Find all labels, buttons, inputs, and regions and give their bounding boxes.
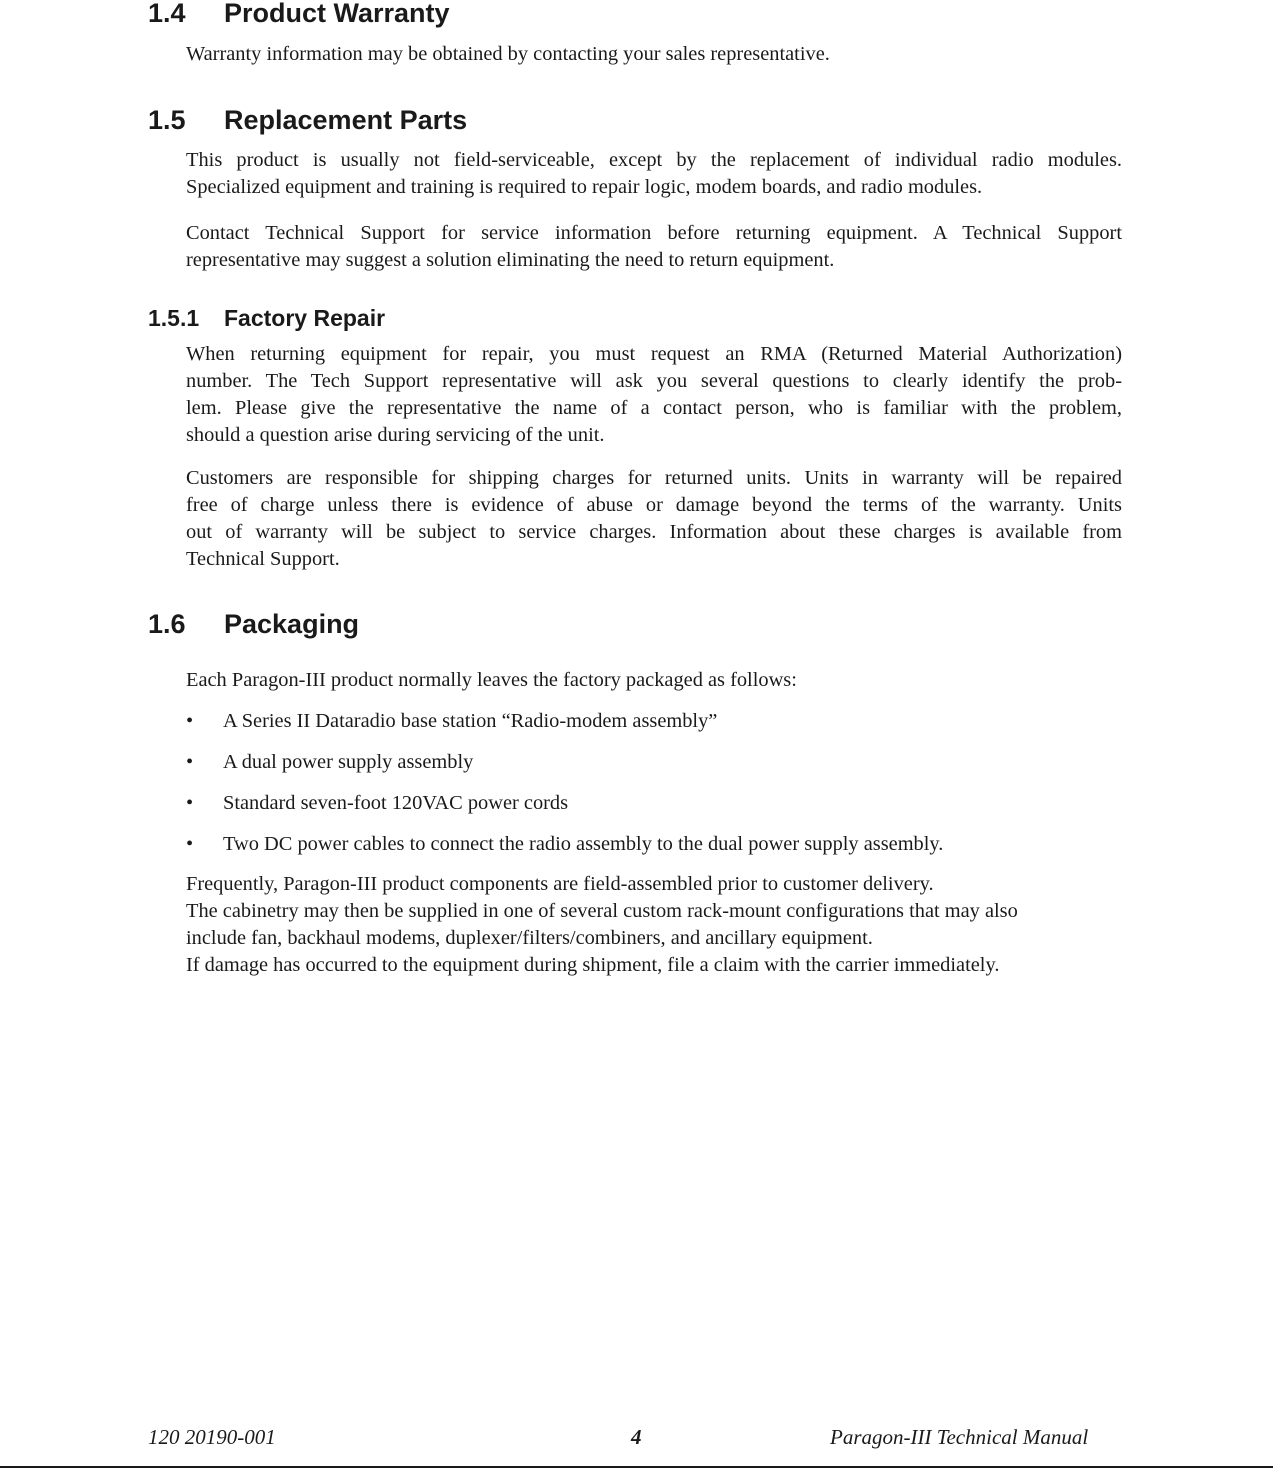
section-number: 1.4 <box>148 0 186 28</box>
subsection-heading-factory-repair <box>148 304 385 332</box>
factory-repair-paragraph-2 <box>186 465 1122 573</box>
list-item-text: Standard seven-foot 120VAC power cords <box>223 792 569 814</box>
replacement-paragraph-2 <box>186 220 1122 274</box>
bullet-icon: • <box>186 792 194 814</box>
factory-repair-paragraph-1 <box>186 341 1122 449</box>
footer-rule <box>0 1466 1273 1468</box>
text-line: out of warranty will be subject to service charges. Information about these charges is available from <box>186 521 1122 543</box>
warranty-paragraph: Warranty information may be obtained by contacting your sales representative. <box>186 43 830 65</box>
bullet-icon: • <box>186 710 194 732</box>
footer-manual-title: Paragon-III Technical Manual <box>830 1425 1089 1449</box>
text-line: The cabinetry may then be supplied in one of several custom rack-mount configurations that may also <box>186 900 1018 922</box>
text-line: number. The Tech Support representative will ask you several questions to clearly identify the prob- <box>186 370 1122 392</box>
text-line: representative may suggest a solution eliminating the need to return equipment. <box>186 249 835 271</box>
section-number: 1.6 <box>148 609 186 639</box>
text-line: free of charge unless there is evidence of abuse or damage beyond the terms of the warranty. Units <box>186 494 1122 516</box>
list-item-text: A dual power supply assembly <box>223 751 474 773</box>
text-line: Technical Support. <box>186 548 340 570</box>
section-heading-product-warranty <box>148 0 450 29</box>
text-line: include fan, backhaul modems, duplexer/filters/combiners, and ancillary equipment. <box>186 927 873 949</box>
bullet-icon: • <box>186 751 194 773</box>
list-item-text: Two DC power cables to connect the radio assembly to the dual power supply assembly. <box>223 833 944 855</box>
section-title: Factory Repair <box>224 305 386 331</box>
section-number: 1.5.1 <box>148 305 200 331</box>
text-line: Specialized equipment and training is required to repair logic, modem boards, and radio modules. <box>186 176 983 198</box>
text-line: lem. Please give the representative the name of a contact person, who is familiar with the problem, <box>186 397 1122 419</box>
replacement-paragraph-1 <box>186 147 1122 201</box>
section-heading-packaging <box>148 608 359 640</box>
text-line: This product is usually not field-serviceable, except by the replacement of individual radio modules. <box>186 149 1122 171</box>
list-item-text: A Series II Dataradio base station “Radio-modem assembly” <box>223 710 718 732</box>
section-title: Product Warranty <box>224 0 450 28</box>
text-line: If damage has occurred to the equipment during shipment, file a claim with the carrier immediately. <box>186 954 1000 976</box>
text-line: Contact Technical Support for service information before returning equipment. A Technical Support <box>186 222 1122 244</box>
footer-doc-number: 120 20190-001 <box>148 1425 276 1449</box>
bullet-icon: • <box>186 833 194 855</box>
section-title: Packaging <box>224 609 360 639</box>
text-line: When returning equipment for repair, you must request an RMA (Returned Material Authorization) <box>186 343 1122 365</box>
packaging-intro: Each Paragon-III product normally leaves the factory packaged as follows: <box>186 669 797 691</box>
text-line: Customers are responsible for shipping charges for returned units. Units in warranty will be repaired <box>186 467 1122 489</box>
section-title: Replacement Parts <box>224 105 468 135</box>
section-heading-replacement-parts <box>148 104 467 136</box>
text-line: Frequently, Paragon-III product components are field-assembled prior to customer delivery. <box>186 873 934 895</box>
text-line: should a question arise during servicing of the unit. <box>186 424 605 446</box>
packaging-closing-paragraph <box>186 871 1122 979</box>
footer-page-number: 4 <box>631 1425 642 1449</box>
section-number: 1.5 <box>148 105 186 135</box>
